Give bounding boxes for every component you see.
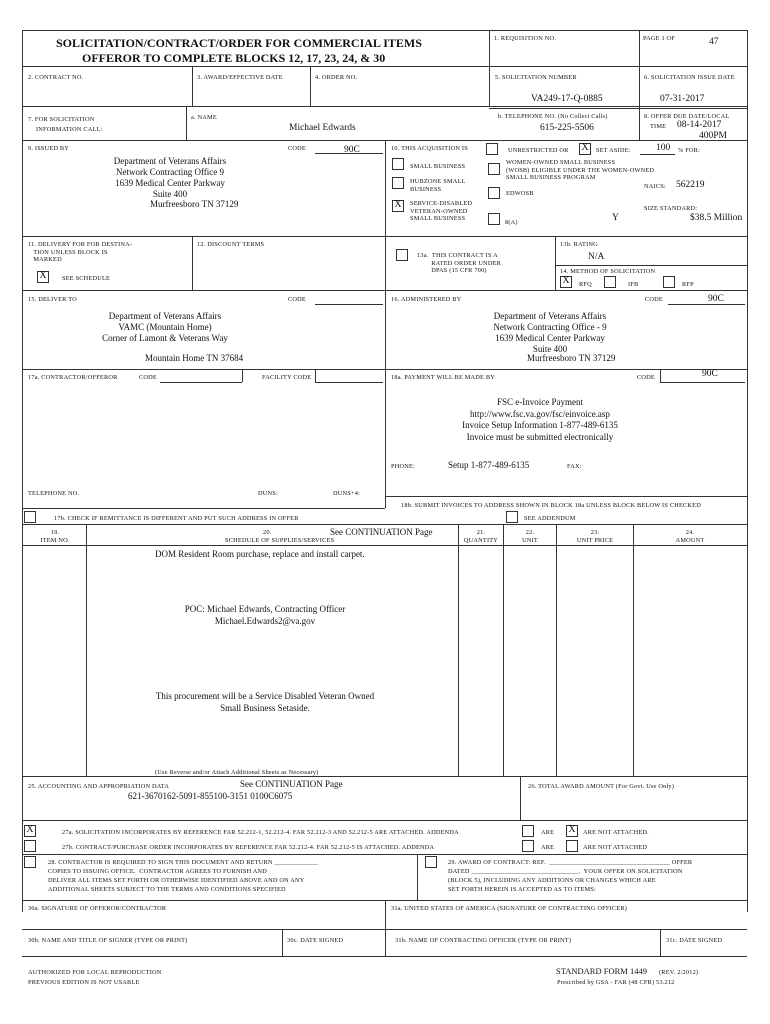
accounting-see-continuation: See CONTINUATION Page <box>240 779 343 789</box>
clause-27a-label: 27a. SOLICITATION INCORPORATES BY REFERENCE FAR 52.212-1, 52.212-4. FAR 52.212-3 AND 52.212-5 ARE ATTACHED. ADDENDA <box>62 829 459 836</box>
contact-name: Michael Edwards <box>289 123 356 133</box>
solicitation-number: VA249-17-Q-0885 <box>531 94 603 104</box>
eight-a-checkbox[interactable] <box>488 213 500 225</box>
col-unit-price: 23. UNIT PRICE <box>576 529 614 544</box>
date-signed-30c-label: 30c. DATE SIGNED <box>287 937 344 944</box>
col-item-no: 19. ITEM NO. <box>40 529 70 544</box>
deliver-address: Department of Veterans Affairs VAMC (Mountain Home) Corner of Lamont & Veterans Way <box>102 311 228 343</box>
order-no-label: 4. ORDER NO. <box>315 74 358 81</box>
see-schedule-label: SEE SCHEDULE <box>62 275 111 282</box>
edwosb-checkbox[interactable] <box>488 187 500 199</box>
issued-by-label: 9. ISSUED BY <box>28 145 70 152</box>
clause-27b-are-checkbox[interactable] <box>522 840 534 852</box>
naics-code: 562219 <box>676 180 705 190</box>
set-aside-label: SET ASIDE: <box>596 147 631 154</box>
solicitation-number-label: 5. SOLICITATION NUMBER <box>495 74 577 81</box>
sdvosb-checkbox[interactable] <box>392 200 404 212</box>
name-label: a. NAME <box>191 114 217 121</box>
schedule-see-continuation: See CONTINUATION Page <box>330 527 433 537</box>
col-schedule: SCHEDULE OF SUPPLIES/SERVICES <box>225 537 335 544</box>
admin-code-label: CODE <box>645 296 663 303</box>
rated-order-checkbox[interactable] <box>396 249 408 261</box>
sdvosb-check-mark: X <box>394 199 402 210</box>
remittance-checkbox[interactable] <box>24 511 36 523</box>
addendum-checkbox[interactable] <box>506 511 518 523</box>
rating-value: N/A <box>588 252 605 262</box>
clause-27b-are-label: ARE <box>541 844 555 851</box>
clause-27a-are-not-label: ARE NOT ATTACHED. <box>583 829 649 836</box>
rated-order-label: 13a. THIS CONTRACT IS A RATED ORDER UNDER DPAS (15 CFR 700) <box>417 252 502 275</box>
time-label: TIME <box>650 123 667 130</box>
clause-29-label: 29. AWARD OF CONTRACT: REF. ____________________________________ OFFER DATED ________________________________. YOUR OFFER ON SOLICITATION (BLOCK 5), INCLUDING ANY ADDITIONS OR CHANGES WHICH ARE SET FORTH HEREIN IS ACCEPTED AS TO ITEMS: <box>448 859 693 893</box>
offer-due-label: 8. OFFER DUE DATE/LOCAL <box>644 113 730 120</box>
deliver-to-label: 15. DELIVER TO <box>28 296 77 303</box>
rfq-label: RFQ <box>579 281 592 288</box>
signature-co-label: 31a. UNITED STATES OF AMERICA (SIGNATURE OF CONTRACTING OFFICER) <box>391 905 628 912</box>
set-aside-checkbox[interactable] <box>579 143 591 155</box>
issued-city: Murfreesboro TN 37129 <box>150 199 239 209</box>
contractor-sign-checkbox[interactable] <box>24 856 36 868</box>
payment-phone-label: PHONE: <box>391 463 415 470</box>
submit-invoices-label: 18b. SUBMIT INVOICES TO ADDRESS SHOWN IN BLOCK 18a UNLESS BLOCK BELOW IS CHECKED <box>401 502 701 509</box>
prescribed-by: Prescribed by GSA - FAR (48 CFR) 53.212 <box>557 979 675 986</box>
rfq-check-mark: X <box>562 275 570 286</box>
rfq-checkbox[interactable] <box>560 276 572 288</box>
setaside-note: This procurement will be a Service Disabled Veteran Owned Small Business Setaside. <box>155 691 375 713</box>
clause-27b-are-not-label: ARE NOT ATTACHED <box>583 844 648 851</box>
payment-fax-label: FAX: <box>567 463 582 470</box>
admin-city: Murfreesboro TN 37129 <box>527 353 616 363</box>
payment-details: FSC e-Invoice Payment http://www.fsc.va.gov/fsc/einvoice.asp Invoice Setup Information 1-877-489-6135 Invoice must be submitted electronically <box>462 397 618 442</box>
clause-27a-are-checkbox[interactable] <box>522 825 534 837</box>
rfp-checkbox[interactable] <box>663 276 675 288</box>
date-signed-31c-label: 31c. DATE SIGNED <box>666 937 723 944</box>
hubzone-checkbox[interactable] <box>392 177 404 189</box>
see-schedule-checkbox[interactable] <box>37 271 49 283</box>
sdvosb-label: SERVICE-DISABLED VETERAN-OWNED SMALL BUSINESS <box>410 200 473 223</box>
award-checkbox[interactable] <box>425 856 437 868</box>
previous-edition: PREVIOUS EDITION IS NOT USABLE <box>28 979 140 986</box>
clause-27a-are-not-check-mark: X <box>568 824 576 835</box>
total-award-label: 26. TOTAL AWARD AMOUNT (For Govt. Use Only) <box>528 783 675 790</box>
remittance-label: 17b. CHECK IF REMITTANCE IS DIFFERENT AND PUT SUCH ADDRESS IN OFFER <box>54 515 299 522</box>
set-aside-percent: 100 <box>656 143 671 153</box>
ifb-label: IFB <box>628 281 639 288</box>
contractor-code-label: CODE <box>139 374 157 381</box>
duns-label: DUNS: <box>258 490 278 497</box>
small-business-label: SMALL BUSINESS <box>410 163 466 170</box>
poc-info: POC: Michael Edwards, Contracting Officer Michael.Edwards2@va.gov <box>184 604 346 626</box>
clause-27a-checkbox[interactable] <box>24 825 36 837</box>
admin-code: 90C <box>708 294 724 304</box>
offer-due-time: 400PM <box>699 131 727 141</box>
requisition-label: 1. REQUISITION NO. <box>494 35 557 42</box>
info-call-label-2: INFORMATION CALL: <box>36 126 103 133</box>
col-unit: 22. UNIT <box>522 529 538 544</box>
item-description: DOM Resident Room purchase, replace and install carpet. <box>155 549 365 559</box>
clause-28-label: 28. CONTRACTOR IS REQUIRED TO SIGN THIS DOCUMENT AND RETURN _____________ COPIES TO ISSUING OFFICE. CONTRACTOR AGREES TO FURNISH AND DELIVER ALL ITEMS SET FORTH OR OTHERWISE IDENTIFIED ABOVE AND ON ANY ADDITIONAL SHEETS SUBJECT TO THE TERMS AND CONDITIONS SPECIFIED <box>48 859 318 893</box>
issued-address: Department of Veterans Affairs Network Contracting Office 9 1639 Medical Center Parkway Suite 400 <box>113 156 227 199</box>
wosb-checkbox[interactable] <box>488 163 500 175</box>
col-quantity: 21. QUANTITY <box>463 529 499 544</box>
col-amount: 24. AMOUNT <box>675 529 705 544</box>
col-20-number: 20. <box>263 529 272 536</box>
rfp-label: RFP <box>682 281 694 288</box>
form-title-line2: OFFEROR TO COMPLETE BLOCKS 12, 17, 23, 24, & 30 <box>82 51 386 65</box>
telephone: 615-225-5506 <box>540 123 594 133</box>
standard-form: STANDARD FORM 1449 <box>556 966 647 976</box>
edwosb-label: EDWOSB <box>506 190 534 197</box>
authorized-reproduction: AUTHORIZED FOR LOCAL REPRODUCTION <box>28 969 162 976</box>
facility-code-label: FACILITY CODE <box>262 374 312 381</box>
deliver-city: Mountain Home TN 37684 <box>145 353 244 363</box>
small-business-checkbox[interactable] <box>392 158 404 170</box>
payment-code: 90C <box>702 369 718 379</box>
co-name-label: 31b. NAME OF CONTRACTING OFFICER (TYPE OR PRINT) <box>395 937 572 944</box>
award-date-label: 3. AWARD/EFFECTIVE DATE <box>197 74 283 81</box>
contract-no-label: 2. CONTRACT NO. <box>28 74 84 81</box>
delivery-fob-label: 11. DELIVERY FOR FOB DESTINA- TION UNLESS BLOCK IS MARKED <box>28 241 133 264</box>
signature-offeror-label: 30a. SIGNATURE OF OFFEROR/CONTRACTOR <box>28 905 167 912</box>
accounting-data: 621-3670162-5091-855100-3151 0100C6075 <box>128 791 293 801</box>
clause-27a-are-not-checkbox[interactable] <box>566 825 578 837</box>
unrestricted-checkbox[interactable] <box>486 143 498 155</box>
set-aside-check-mark: X <box>581 142 589 153</box>
admin-address: Department of Veterans Affairs Network Contracting Office - 9 1639 Medical Center Parkway Suite 400 <box>493 311 607 354</box>
acquisition-label: 10. THIS ACQUISITION IS <box>391 145 468 152</box>
solicitation-date: 07-31-2017 <box>660 94 705 104</box>
eight-a-label: 8(A) <box>505 219 518 226</box>
clause-27a-are-label: ARE <box>541 829 555 836</box>
clause-27a-check-mark: X <box>26 824 34 835</box>
issued-code-label: CODE <box>288 145 306 152</box>
percent-for-label: % FOR: <box>678 147 701 154</box>
contractor-label: 17a. CONTRACTOR/OFFEROR <box>28 374 118 381</box>
clause-27b-checkbox[interactable] <box>24 840 36 852</box>
telephone-label: b. TELEPHONE NO. (No Collect Calls) <box>498 113 608 120</box>
unrestricted-label: UNRESTRICTED OR <box>508 147 569 154</box>
payment-code-label: CODE <box>637 374 655 381</box>
signer-name-label: 30b. NAME AND TITLE OF SIGNER (TYPE OR PRINT) <box>28 937 188 944</box>
info-call-label-1: 7. FOR SOLICITATION <box>28 116 95 123</box>
accounting-label: 25. ACCOUNTING AND APPROPRIATION DATA <box>28 783 170 790</box>
telephone-no-label: TELEPHONE NO. <box>28 490 80 497</box>
revision: (REV. 2/2012) <box>659 969 699 976</box>
page-count: 47 <box>709 37 719 47</box>
clause-27b-label: 27b. CONTRACT/PURCHASE ORDER INCORPORATES BY REFERENCE FAR 52.212-4. FAR 52.212-5 IS ATTACHED. ADDENDA <box>62 844 435 851</box>
offer-due-date: 08-14-2017 <box>677 120 722 130</box>
deliver-code-label: CODE <box>288 296 306 303</box>
solicitation-date-label: 6. SOLICITATION ISSUE DATE <box>644 74 735 81</box>
payment-label: 18a. PAYMENT WILL BE MADE BY <box>391 374 496 381</box>
method-label: 14. METHOD OF SOLICITATION <box>560 268 656 275</box>
addendum-label: SEE ADDENDUM <box>524 515 576 522</box>
duns4-label: DUNS+4: <box>333 490 360 497</box>
ifb-checkbox[interactable] <box>604 276 616 288</box>
reverse-note: (Use Reverse and/or Attach Additional Sheets as Necessary) <box>155 769 319 776</box>
clause-27b-are-not-checkbox[interactable] <box>566 840 578 852</box>
discount-terms-label: 12. DISCOUNT TERMS <box>197 241 265 248</box>
form-title-line1: SOLICITATION/CONTRACT/ORDER FOR COMMERCIAL ITEMS <box>56 36 422 50</box>
size-standard-label: SIZE STANDARD: <box>644 205 698 212</box>
eight-a-value: Y <box>612 213 619 223</box>
issued-code: 90C <box>344 145 360 155</box>
size-standard: $38.5 Million <box>690 213 743 223</box>
hubzone-label: HUBZONE SMALL BUSINESS <box>410 178 466 193</box>
naics-label: NAICS: <box>644 183 666 190</box>
see-schedule-check-mark: X <box>39 270 47 281</box>
rating-label: 13b. RATING <box>560 241 598 248</box>
administered-by-label: 16. ADMINISTERED BY <box>391 296 462 303</box>
wosb-label: WOMEN-OWNED SMALL BUSINESS (WOSB) ELIGIBLE UNDER THE WOMEN-OWNED SMALL BUSINESS PROGRAM <box>506 159 655 182</box>
payment-phone: Setup 1-877-489-6135 <box>448 460 530 470</box>
page-label: PAGE 1 OF <box>643 35 676 42</box>
